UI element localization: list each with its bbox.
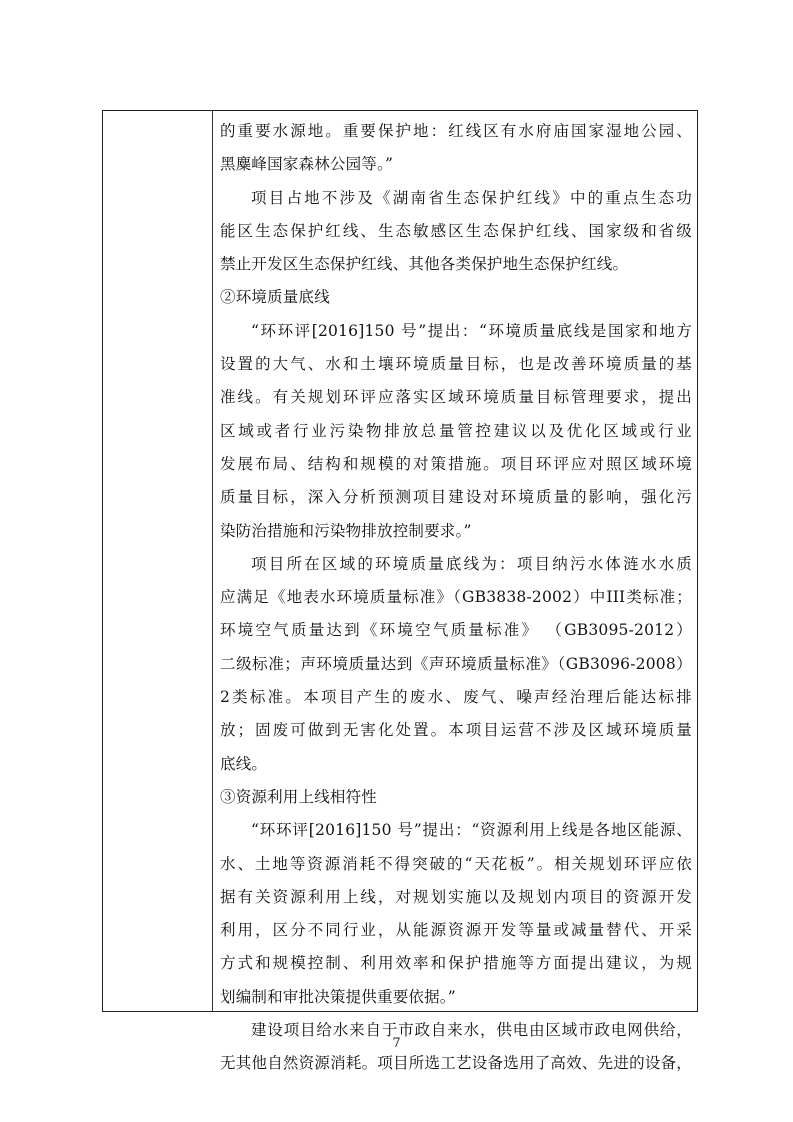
text-line: 二级标准；声环境质量达到《声环境质量标准》（GB3096-2008） <box>220 654 692 673</box>
text-line: 禁止开发区生态保护红线、其他各类保护地生态保护红线。 <box>220 255 629 274</box>
text-line: 应满足《地表水环境质量标准》（GB3838-2002）中III类标准； <box>220 588 692 607</box>
text-line: ③资源利用上线相符性 <box>220 787 378 806</box>
text-line: 方式和规模控制、利用效率和保护措施等方面提出建议，为规 <box>220 954 692 973</box>
text-line: 发展布局、结构和规模的对策措施。项目环评应对照区域环境 <box>220 454 692 473</box>
table-left-column <box>103 111 213 1011</box>
text-line: 底线。 <box>220 754 268 773</box>
text-line: 准线。有关规划环评应落实区域环境质量目标管理要求，提出 <box>220 388 692 407</box>
text-line: 利用，区分不同行业，从能源资源开发等量或减量替代、开采 <box>220 921 692 940</box>
text-line: 据有关资源利用上线，对规划实施以及规划内项目的资源开发 <box>220 887 692 906</box>
text-line: 建设项目给水来自于市政自来水，供电由区域市政电网供给， <box>251 1021 692 1040</box>
text-line: 质量目标，深入分析预测项目建设对环境质量的影响，强化污 <box>220 488 692 507</box>
text-line: 无其他自然资源消耗。项目所选工艺设备选用了高效、先进的设备， <box>220 1054 692 1073</box>
text-line: 项目所在区域的环境质量底线为：项目纳污水体涟水水质 <box>251 554 692 573</box>
text-line: 黑麋峰国家森林公园等。” <box>220 155 394 174</box>
text-line: 划编制和审批决策提供重要依据。” <box>220 987 456 1006</box>
text-line: 设置的大气、水和土壤环境质量目标，也是改善环境质量的基 <box>220 355 692 374</box>
document-table <box>102 110 698 1073</box>
text-line: 的重要水源地。重要保护地：红线区有水府庙国家湿地公园、 <box>220 122 692 140</box>
text-line: 放；固废可做到无害化处置。本项目运营不涉及区域环境质量 <box>220 721 692 740</box>
text-line: “环环评[2016]150 号”提出：“环境质量底线是国家和地方 <box>251 321 692 340</box>
text-line: “环环评[2016]150 号”提出：“资源利用上线是各地区能源、 <box>251 821 692 840</box>
text-line: 能区生态保护红线、生态敏感区生态保护红线、国家级和省级 <box>220 221 692 240</box>
text-line: 水、土地等资源消耗不得突破的“天花板”。相关规划环评应依 <box>220 854 692 873</box>
page-number: 7 <box>392 1036 401 1051</box>
text-line: 区域或者行业污染物排放总量管控建议以及优化区域或行业 <box>220 421 692 440</box>
document-body <box>220 115 692 1081</box>
text-line: 环境空气质量达到《环境空气质量标准》 （GB3095-2012） <box>220 621 692 640</box>
text-line: 染防治措施和污染物排放控制要求。” <box>220 521 472 540</box>
text-line: 2类标准。本项目产生的废水、废气、噪声经治理后能达标排 <box>220 688 692 707</box>
text-line: 项目占地不涉及《湖南省生态保护红线》中的重点生态功 <box>251 188 692 207</box>
text-line: ②环境质量底线 <box>220 288 330 307</box>
